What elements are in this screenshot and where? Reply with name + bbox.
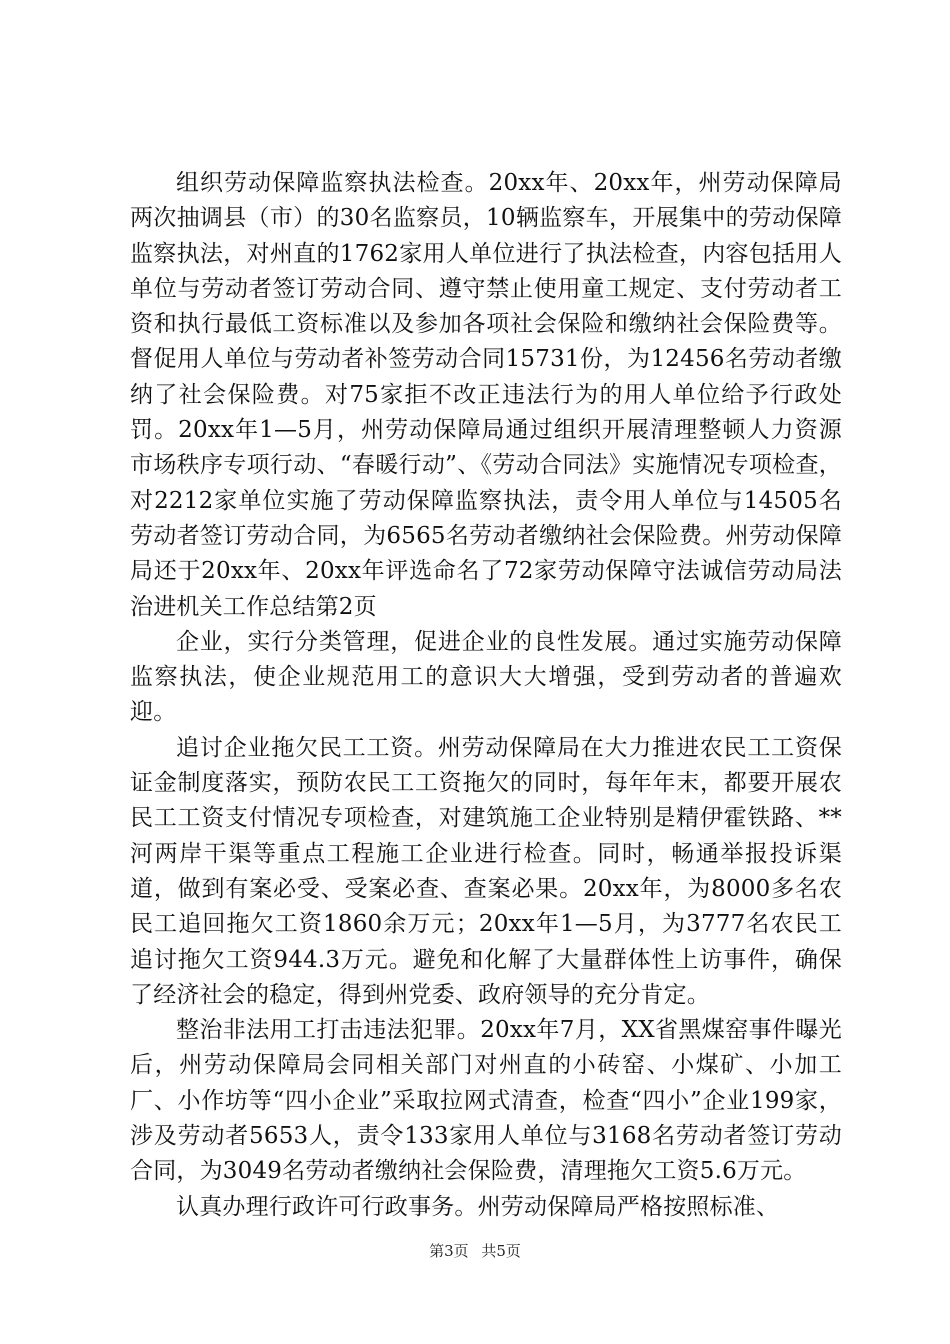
- page-total: 共5页: [481, 1242, 521, 1260]
- paragraph-labor-inspection: 组织劳动保障监察执法检查。20xx年、20xx年，州劳动保障局两次抽调县（市）的30名监察员，10辆监察车，开展集中的劳动保障监察执法，对州直的1762家用人单位进行了执法检查，内容包括用人单位与劳动者签订劳动合同、遵守禁止使用童工规定、支付劳动者工资和执行最低工资标准以及参加各项社会保险和缴纳社会保险费等。督促用人单位与劳动者补签劳动合同15731份，为12456名劳动者缴纳了社会保险费。对75家拒不改正违法行为的用人单位给予行政处罚。20xx年1—5月，州劳动保障局通过组织开展清理整顿人力资源市场秩序专项行动、“春暖行动”、《劳动合同法》实施情况专项检查，对2212家单位实施了劳动保障监察执法，责令用人单位与14505名劳动者签订劳动合同，为6565名劳动者缴纳社会保险费。州劳动保障局还于20xx年、20xx年评选命名了72家劳动保障守法诚信劳动局法治进机关工作总结第2页: [130, 170, 842, 620]
- paragraph-wage-recovery: 追讨企业拖欠民工工资。州劳动保障局在大力推进农民工工资保证金制度落实，预防农民工工资拖欠的同时，每年年末，都要开展农民工工资支付情况专项检查，对建筑施工企业特别是精伊霍铁路、**河两岸干渠等重点工程施工企业进行检查。同时，畅通举报投诉渠道，做到有案必受、受案必查、查案必果。20xx年，为8000多名农民工追回拖欠工资1860余万元；20xx年1—5月，为3777名农民工追讨拖欠工资944.3万元。避免和化解了大量群体性上访事件，确保了经济社会的稳定，得到州党委、政府领导的充分肯定。: [130, 734, 842, 1008]
- document-body: [130, 166, 842, 1225]
- page-number: 第3页: [429, 1242, 469, 1260]
- page-footer: [0, 1240, 950, 1261]
- paragraph-enterprise-management: 企业，实行分类管理，促进企业的良性发展。通过实施劳动保障监察执法，使企业规范用工的意识大大增强，受到劳动者的普遍欢迎。: [130, 628, 842, 726]
- paragraph-illegal-employment: 整治非法用工打击违法犯罪。20xx年7月，XX省黑煤窑事件曝光后，州劳动保障局会同相关部门对州直的小砖窑、小煤矿、小加工厂、小作坊等“四小企业”采取拉网式清查，检查“四小”企业199家，涉及劳动者5653人，责令133家用人单位与3168名劳动者签订劳动合同，为3049名劳动者缴纳社会保险费，清理拖欠工资5.6万元。: [130, 1017, 842, 1185]
- paragraph-administrative-licensing: 认真办理行政许可行政事务。州劳动保障局严格按照标准、: [176, 1193, 780, 1220]
